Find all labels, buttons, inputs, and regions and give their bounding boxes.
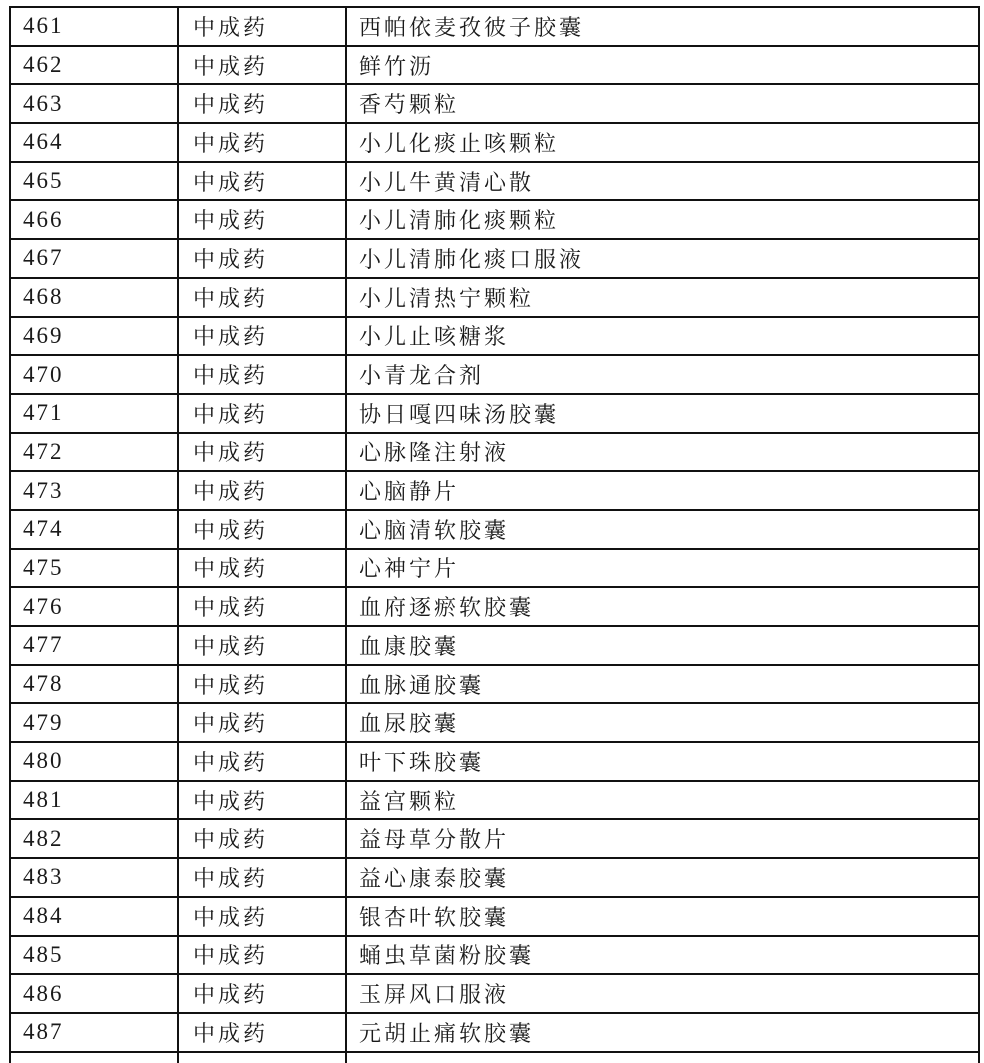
drug-name-cell: 心神宁片 xyxy=(347,550,980,587)
drug-name-cell: 益母草分散片 xyxy=(347,820,980,857)
category-cell: 中成药 xyxy=(179,704,347,741)
row-number-cell: 484 xyxy=(11,898,179,935)
row-number-cell: 483 xyxy=(11,859,179,896)
row-number-cell: 472 xyxy=(11,434,179,471)
category-cell: 中成药 xyxy=(179,85,347,122)
drug-name-cell: 香芍颗粒 xyxy=(347,85,980,122)
category-cell: 中成药 xyxy=(179,240,347,277)
row-number-cell: 487 xyxy=(11,1014,179,1051)
drug-name-cell: 小儿牛黄清心散 xyxy=(347,163,980,200)
category-cell: 中成药 xyxy=(179,201,347,238)
drug-name-cell: 银杏叶软胶囊 xyxy=(347,898,980,935)
drug-name-cell: 心脉隆注射液 xyxy=(347,434,980,471)
empty-cell xyxy=(179,1053,347,1063)
drug-name-cell: 叶下珠胶囊 xyxy=(347,743,980,780)
drug-name-cell: 血脉通胶囊 xyxy=(347,666,980,703)
category-cell: 中成药 xyxy=(179,1014,347,1051)
table-row xyxy=(11,704,980,743)
table-row xyxy=(11,859,980,898)
row-number-cell: 470 xyxy=(11,356,179,393)
drug-table xyxy=(9,6,980,1063)
row-number-cell: 485 xyxy=(11,937,179,974)
row-number-cell: 468 xyxy=(11,279,179,316)
category-cell: 中成药 xyxy=(179,782,347,819)
empty-cell xyxy=(347,1053,980,1063)
table-row xyxy=(11,279,980,318)
category-cell: 中成药 xyxy=(179,898,347,935)
row-number-cell: 486 xyxy=(11,975,179,1012)
drug-name-cell: 蛹虫草菌粉胶囊 xyxy=(347,937,980,974)
row-number-cell: 479 xyxy=(11,704,179,741)
drug-name-cell: 小青龙合剂 xyxy=(347,356,980,393)
table-row xyxy=(11,472,980,511)
row-number-cell: 467 xyxy=(11,240,179,277)
drug-name-cell: 血府逐瘀软胶囊 xyxy=(347,588,980,625)
table-row xyxy=(11,743,980,782)
table-row xyxy=(11,85,980,124)
category-cell: 中成药 xyxy=(179,975,347,1012)
drug-name-cell: 元胡止痛软胶囊 xyxy=(347,1014,980,1051)
table-row xyxy=(11,820,980,859)
table-row xyxy=(11,627,980,666)
category-cell: 中成药 xyxy=(179,937,347,974)
table-row xyxy=(11,511,980,550)
category-cell: 中成药 xyxy=(179,395,347,432)
drug-name-cell: 小儿化痰止咳颗粒 xyxy=(347,124,980,161)
category-cell: 中成药 xyxy=(179,434,347,471)
category-cell: 中成药 xyxy=(179,472,347,509)
table-row xyxy=(11,47,980,86)
drug-name-cell: 小儿清热宁颗粒 xyxy=(347,279,980,316)
category-cell: 中成药 xyxy=(179,859,347,896)
category-cell: 中成药 xyxy=(179,743,347,780)
drug-name-cell: 玉屏风口服液 xyxy=(347,975,980,1012)
table-row-partial xyxy=(11,1053,980,1063)
drug-name-cell: 益宫颗粒 xyxy=(347,782,980,819)
row-number-cell: 476 xyxy=(11,588,179,625)
drug-name-cell: 益心康泰胶囊 xyxy=(347,859,980,896)
row-number-cell: 469 xyxy=(11,318,179,355)
table-row xyxy=(11,356,980,395)
category-cell: 中成药 xyxy=(179,588,347,625)
drug-name-cell: 心脑静片 xyxy=(347,472,980,509)
row-number-cell: 478 xyxy=(11,666,179,703)
category-cell: 中成药 xyxy=(179,627,347,664)
row-number-cell: 473 xyxy=(11,472,179,509)
table-row xyxy=(11,124,980,163)
row-number-cell: 481 xyxy=(11,782,179,819)
table-row xyxy=(11,666,980,705)
drug-name-cell: 鲜竹沥 xyxy=(347,47,980,84)
category-cell: 中成药 xyxy=(179,511,347,548)
table-row xyxy=(11,240,980,279)
empty-cell xyxy=(11,1053,179,1063)
table-row xyxy=(11,395,980,434)
category-cell: 中成药 xyxy=(179,47,347,84)
row-number-cell: 474 xyxy=(11,511,179,548)
row-number-cell: 471 xyxy=(11,395,179,432)
category-cell: 中成药 xyxy=(179,318,347,355)
category-cell: 中成药 xyxy=(179,356,347,393)
row-number-cell: 466 xyxy=(11,201,179,238)
drug-name-cell: 小儿清肺化痰颗粒 xyxy=(347,201,980,238)
drug-name-cell: 小儿清肺化痰口服液 xyxy=(347,240,980,277)
row-number-cell: 462 xyxy=(11,47,179,84)
row-number-cell: 480 xyxy=(11,743,179,780)
drug-name-cell: 协日嘎四味汤胶囊 xyxy=(347,395,980,432)
table-row xyxy=(11,550,980,589)
drug-name-cell: 血尿胶囊 xyxy=(347,704,980,741)
row-number-cell: 475 xyxy=(11,550,179,587)
category-cell: 中成药 xyxy=(179,550,347,587)
table-row xyxy=(11,588,980,627)
row-number-cell: 464 xyxy=(11,124,179,161)
drug-name-cell: 西帕依麦孜彼子胶囊 xyxy=(347,8,980,45)
table-row xyxy=(11,1014,980,1053)
table-row xyxy=(11,937,980,976)
table-row xyxy=(11,163,980,202)
drug-name-cell: 心脑清软胶囊 xyxy=(347,511,980,548)
row-number-cell: 461 xyxy=(11,8,179,45)
category-cell: 中成药 xyxy=(179,820,347,857)
category-cell: 中成药 xyxy=(179,279,347,316)
drug-name-cell: 小儿止咳糖浆 xyxy=(347,318,980,355)
row-number-cell: 465 xyxy=(11,163,179,200)
category-cell: 中成药 xyxy=(179,163,347,200)
table-row xyxy=(11,898,980,937)
row-number-cell: 477 xyxy=(11,627,179,664)
row-number-cell: 482 xyxy=(11,820,179,857)
drug-name-cell: 血康胶囊 xyxy=(347,627,980,664)
category-cell: 中成药 xyxy=(179,666,347,703)
category-cell: 中成药 xyxy=(179,124,347,161)
table-row xyxy=(11,318,980,357)
table-row xyxy=(11,434,980,473)
category-cell: 中成药 xyxy=(179,8,347,45)
table-row xyxy=(11,975,980,1014)
table-row xyxy=(11,782,980,821)
table-row xyxy=(11,201,980,240)
row-number-cell: 463 xyxy=(11,85,179,122)
table-row xyxy=(11,8,980,47)
